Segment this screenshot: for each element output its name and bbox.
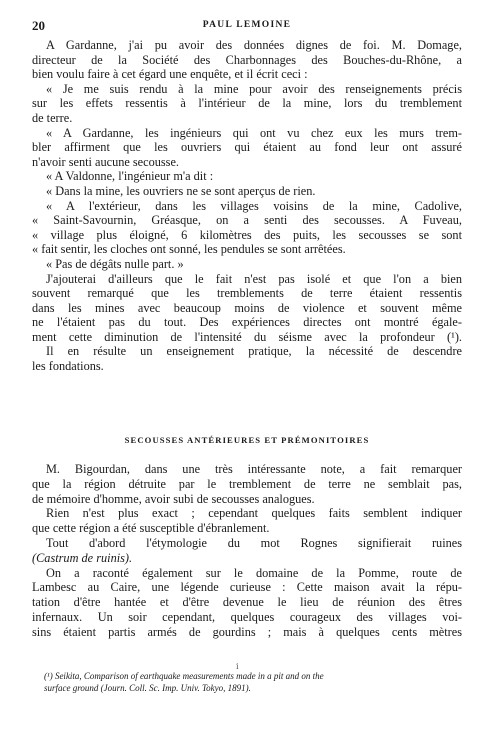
text-line: « A Valdonne, l'ingénieur m'a dit : <box>46 169 214 184</box>
footnote-line: (¹) Seikita, Comparison of earthquake measurements made in a pit and on the <box>44 671 324 681</box>
text-line: Il en résulte un enseignement pratique, la nécessité de descendre <box>46 344 462 359</box>
footnote-marker: i <box>236 662 239 671</box>
page-header <box>32 18 462 34</box>
text-line: de mémoire d'homme, avoir subi de secousses analogues. <box>32 491 315 506</box>
text-line: J'ajouterai d'ailleurs que le fait n'est pas isolé et que l'on a bien <box>46 271 462 286</box>
text-line: M. Bigourdan, dans une très intéressante note, a fait remarquer <box>46 462 462 476</box>
text-line: A Gardanne, j'ai pu avoir des données dignes de foi. M. Domage, <box>46 38 462 52</box>
page-number: 20 <box>32 18 45 33</box>
text-line: ne l'étaient pas du tout. Des expériences directes ont montré égale- <box>32 315 462 330</box>
text-line: Rien n'est plus exact ; cependant quelques faits semblent indiquer <box>46 506 462 521</box>
text-line: Lambesc au Caire, une légende curieuse : Cette maison avait la répu- <box>32 580 462 595</box>
text-line: souvent remarqué que les tremblements de terre étaient ressentis <box>32 286 462 301</box>
text-line: « fait sentir, les cloches ont sonné, les pendules se sont arrêtées. <box>32 242 346 257</box>
text-line: « Je me suis rendu à la mine pour avoir des renseignements précis <box>46 81 462 96</box>
text-line: « A l'extérieur, dans les villages voisins de la mine, Cadolive, <box>46 198 462 213</box>
text-line: de terre. <box>32 110 73 125</box>
text-line: Tout d'abord l'étymologie du mot Rognes signifierait ruines <box>46 535 462 550</box>
body-text-upper <box>32 38 462 374</box>
text-line: ment cette diminution de l'intensité du séisme avec la profondeur (¹). <box>32 329 462 344</box>
text-line: n'avoir senti aucune secousse. <box>32 154 179 169</box>
text-line: « Saint-Savournin, Gréasque, on a senti des secousses. A Fuveau, <box>32 213 462 228</box>
text-line: (Castrum de ruinis). <box>32 550 133 565</box>
text-line: bien voulu faire à cet égard une enquête, et il écrit ceci : <box>32 67 308 82</box>
section-heading: SECOUSSES ANTÉRIEURES ET PRÉMONITOIRES <box>124 435 370 445</box>
text-line: les fondations. <box>32 359 104 374</box>
text-line: que la région détruite par le tremblement de terre ne semblait pas, <box>32 476 462 491</box>
text-line: « Pas de dégâts nulle part. » <box>46 256 184 271</box>
text-line: « village plus éloigné, 6 kilomètres des puits, les secousses se sont <box>32 227 462 242</box>
text-line: dans les mines avec beaucoup moins de violence et souvent même <box>32 300 462 315</box>
text-line: directeur de la Société des Charbonnages des Bouches-du-Rhône, a <box>32 52 462 67</box>
text-line: « A Gardanne, les ingénieurs qui ont vu chez eux les murs trem- <box>46 125 462 140</box>
text-line: tation d'être hantée et d'être devenue le lieu de réunion des êtres <box>32 595 462 610</box>
footnote-line: surface ground (Journ. Coll. Sc. Imp. Univ. Tokyo, 1891). <box>44 682 251 693</box>
text-line: On a raconté également sur le domaine de la Pomme, route de <box>46 565 462 580</box>
body-text-lower <box>32 462 462 640</box>
footnote <box>44 671 462 694</box>
text-line: bler affirment que les ouvriers qui étaient au fond leur ont assuré <box>32 140 462 155</box>
running-head: PAUL LEMOINE <box>202 20 292 30</box>
text-line: sur les effets ressentis à l'intérieur de la mine, lors du tremblement <box>32 96 462 111</box>
text-line: « Dans la mine, les ouvriers ne se sont aperçus de rien. <box>46 183 316 198</box>
text-line: infernaux. Un soir cependant, quelques courageux des villages voi- <box>32 609 462 624</box>
text-line: que cette région a été susceptible d'ébranlement. <box>32 521 270 536</box>
text-line: sins étaient partis armés de gourdins ; mais à quelques cents mètres <box>32 624 462 639</box>
